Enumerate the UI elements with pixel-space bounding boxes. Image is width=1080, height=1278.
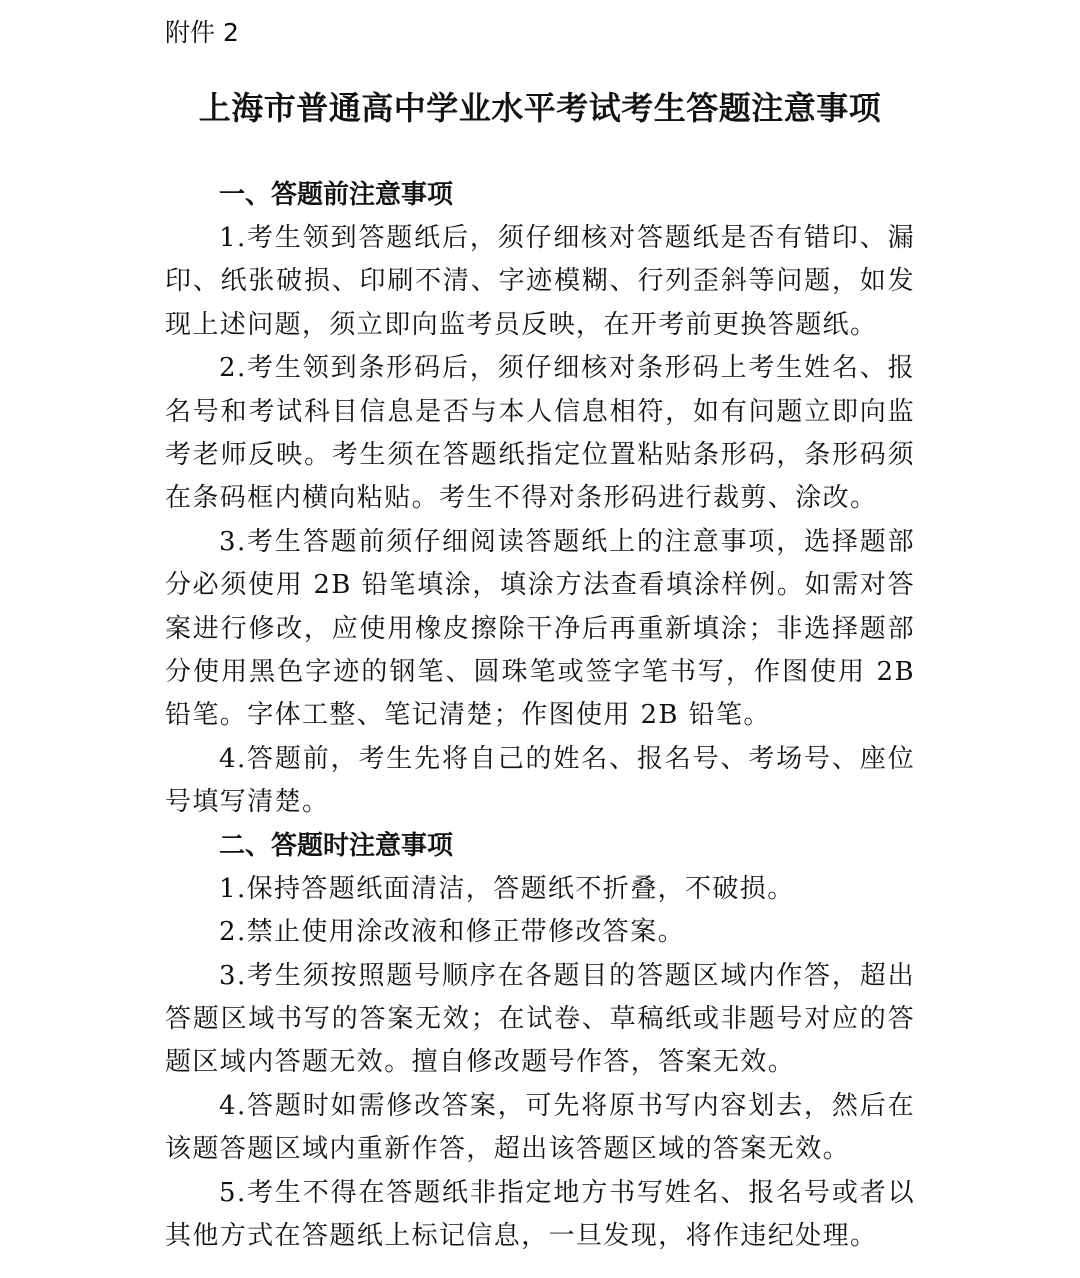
document-body <box>165 174 915 1258</box>
notice-item: 1.保持答题纸面清洁，答题纸不折叠，不破损。 <box>219 873 795 904</box>
notice-item: 2.禁止使用涂改液和修正带修改答案。 <box>219 917 686 948</box>
notice-item: 4.答题时如需修改答案，可先将原书写内容划去，然后在该题答题区域内重新作答，超出该答题区域的答案无效。 <box>165 1090 915 1165</box>
notice-item: 1.考生领到答题纸后，须仔细核对答题纸是否有错印、漏印、纸张破损、印刷不清、字迹模糊、行列歪斜等问题，如发现上述问题，须立即向监考员反映，在开考前更换答题纸。 <box>165 223 915 340</box>
notice-item: 3.考生须按照题号顺序在各题目的答题区域内作答，超出答题区域书写的答案无效；在试卷、草稿纸或非题号对应的答题区域内答题无效。擅自修改题号作答，答案无效。 <box>165 960 915 1078</box>
attachment-label: 附件 2 <box>165 18 239 47</box>
notice-item: 2.考生领到条形码后，须仔细核对条形码上考生姓名、报名号和考试科目信息是否与本人信息相符，如有问题立即向监考老师反映。考生须在答题纸指定位置粘贴条形码，条形码须在条码框内横向粘贴。考生不得对条形码进行裁剪、涂改。 <box>165 353 915 514</box>
section-heading-before-answering: 一、答题前注意事项 <box>219 180 454 210</box>
notice-item: 3.考生答题前须仔细阅读答题纸上的注意事项，选择题部分必须使用 2B 铅笔填涂，填涂方法查看填涂样例。如需对答案进行修改，应使用橡皮擦除干净后再重新填涂；非选择题部分使用黑色字迹的钢笔、圆珠笔或签字笔书写，作图使用 2B 铅笔。字体工整、笔记清楚；作图使用 2B 铅笔。 <box>165 526 915 731</box>
notice-item: 5.考生不得在答题纸非指定地方书写姓名、报名号或者以其他方式在答题纸上标记信息，一旦发现，将作违纪处理。 <box>165 1177 915 1251</box>
section-heading-during-answering: 二、答题时注意事项 <box>219 830 454 861</box>
notice-item: 4.答题前，考生先将自己的姓名、报名号、考场号、座位号填写清楚。 <box>165 743 915 818</box>
document-title: 上海市普通高中学业水平考试考生答题注意事项 <box>198 89 882 127</box>
